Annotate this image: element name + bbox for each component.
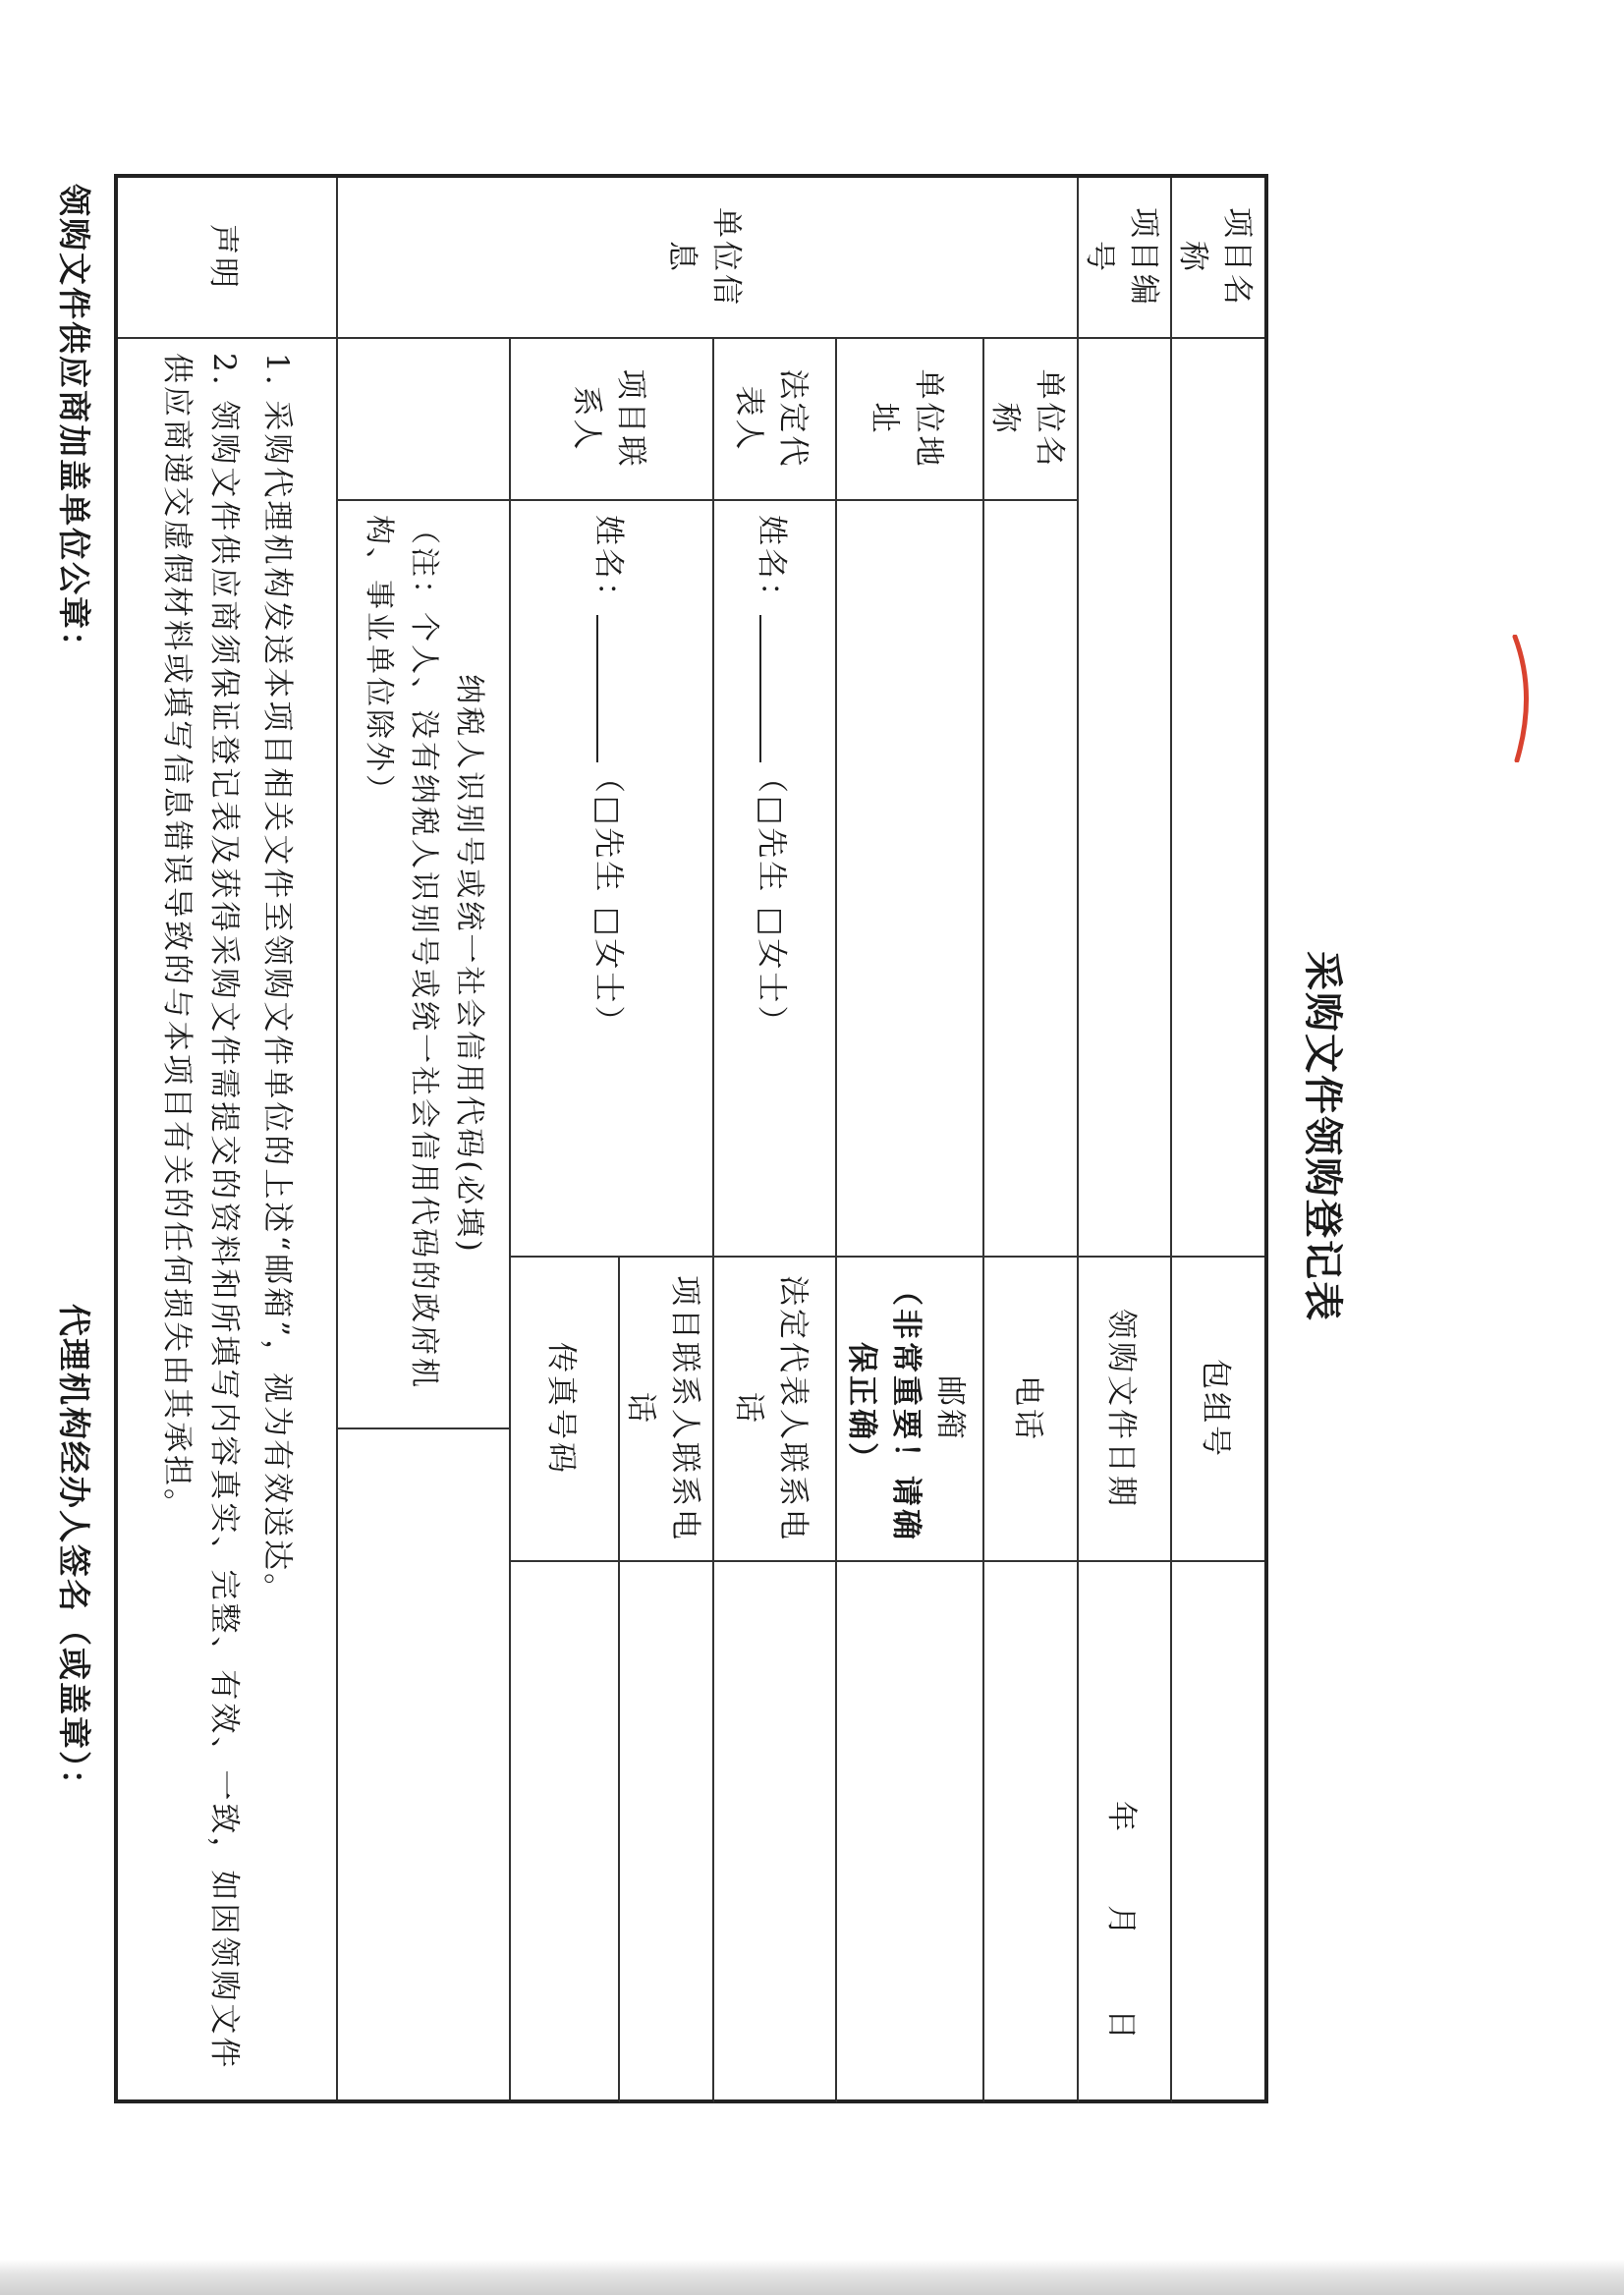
phone-value[interactable] <box>983 1561 1078 2101</box>
package-no-value[interactable] <box>1171 1561 1266 2101</box>
project-name-label: 项目名称 <box>1171 176 1266 338</box>
email-label-cell <box>836 1257 984 1561</box>
legal-rep-phone-label: 法定代表人联系电话 <box>713 1257 836 1561</box>
legal-rep-label: 法定代表人 <box>713 338 836 500</box>
purchase-date-label: 领购文件日期 <box>1078 1257 1172 1561</box>
project-contact-phone-label: 项目联系人联系电话 <box>619 1257 713 1561</box>
registration-table <box>114 174 1268 2103</box>
tax-id-spacer <box>337 338 511 500</box>
row-project-contact <box>619 176 713 2101</box>
tax-id-label: 纳税人识别号或统一社会信用代码(必填) <box>451 674 486 1255</box>
scan-edge-shadow <box>0 2260 1624 2295</box>
project-contact-gender[interactable]: （□先生 □女士） <box>590 762 627 1039</box>
purchase-date-value[interactable]: 年 月 日 <box>1078 1561 1172 2101</box>
tax-id-value[interactable] <box>337 1428 511 2101</box>
unit-name-label: 单位名称 <box>983 338 1078 500</box>
legal-rep-name-prefix: 姓名： <box>753 515 789 615</box>
email-note: （非常重要！请确保正确） <box>844 1275 924 1542</box>
legal-rep-gender[interactable]: （□先生 □女士） <box>753 762 789 1039</box>
declaration-text <box>116 338 337 2101</box>
row-project-no <box>1078 176 1172 2101</box>
tax-id-label-cell <box>337 500 511 1428</box>
red-stamp-mark <box>1511 635 1537 762</box>
legal-rep-name-line[interactable] <box>759 615 785 762</box>
unit-address-label: 单位地址 <box>836 338 984 500</box>
phone-label: 电话 <box>983 1257 1078 1561</box>
tax-id-note: （注：个人、没有纳税人识别号或统一社会信用代码的政府机构、事业单位除外） <box>361 515 441 1390</box>
project-contact-name-prefix: 姓名： <box>590 515 627 615</box>
row-unit-address <box>836 176 984 2101</box>
email-label: 邮箱 <box>932 1375 969 1442</box>
legal-rep-name-cell[interactable] <box>713 500 836 1257</box>
rotated-form-page <box>55 174 1357 2099</box>
project-no-value[interactable] <box>1078 338 1172 1257</box>
unit-info-label: 单位信息 <box>337 176 1078 338</box>
row-tax-id <box>337 176 511 2101</box>
project-contact-phone-value[interactable] <box>619 1561 713 2101</box>
row-legal-rep <box>713 176 836 2101</box>
project-contact-name-cell[interactable] <box>510 500 713 1257</box>
declaration-label: 声明 <box>116 176 337 338</box>
supplier-seal-label: 领购文件供应商加盖单位公章： <box>55 184 93 665</box>
package-no-label: 包组号 <box>1171 1257 1266 1561</box>
unit-name-value[interactable] <box>983 500 1078 1257</box>
row-unit-name <box>983 176 1078 2101</box>
project-contact-name-line[interactable] <box>596 615 622 762</box>
fax-value[interactable] <box>510 1561 619 2101</box>
fax-label: 传真号码 <box>510 1257 619 1561</box>
row-project-name <box>1171 176 1266 2101</box>
agent-sign-label: 代理机构经办人签名（或盖章）： <box>55 1304 93 1804</box>
signature-area <box>50 174 109 2099</box>
unit-address-value[interactable] <box>836 500 984 1257</box>
project-name-value[interactable] <box>1171 338 1266 1257</box>
declaration-item-2: 2. 领购文件供应商须保证登记表及获得采购文件需提交的资料和所填写内容真实、完整、有效、一致，如因领购文件供应商递交虚假材料或填写信息错误导致的与本项目有关的任何损失由其承担。 <box>158 353 242 2071</box>
row-declaration <box>116 176 337 2101</box>
declaration-item-1: 1. 采购代理机构发送本项目相关文件至领购文件单位的上述“邮箱”，视为有效送达。 <box>258 353 295 1607</box>
email-value[interactable] <box>836 1561 984 2101</box>
form-title: 采购文件领购登记表 <box>1300 951 1345 1322</box>
project-no-label: 项目编号 <box>1078 176 1172 338</box>
legal-rep-phone-value[interactable] <box>713 1561 836 2101</box>
project-contact-label: 项目联系人 <box>510 338 713 500</box>
